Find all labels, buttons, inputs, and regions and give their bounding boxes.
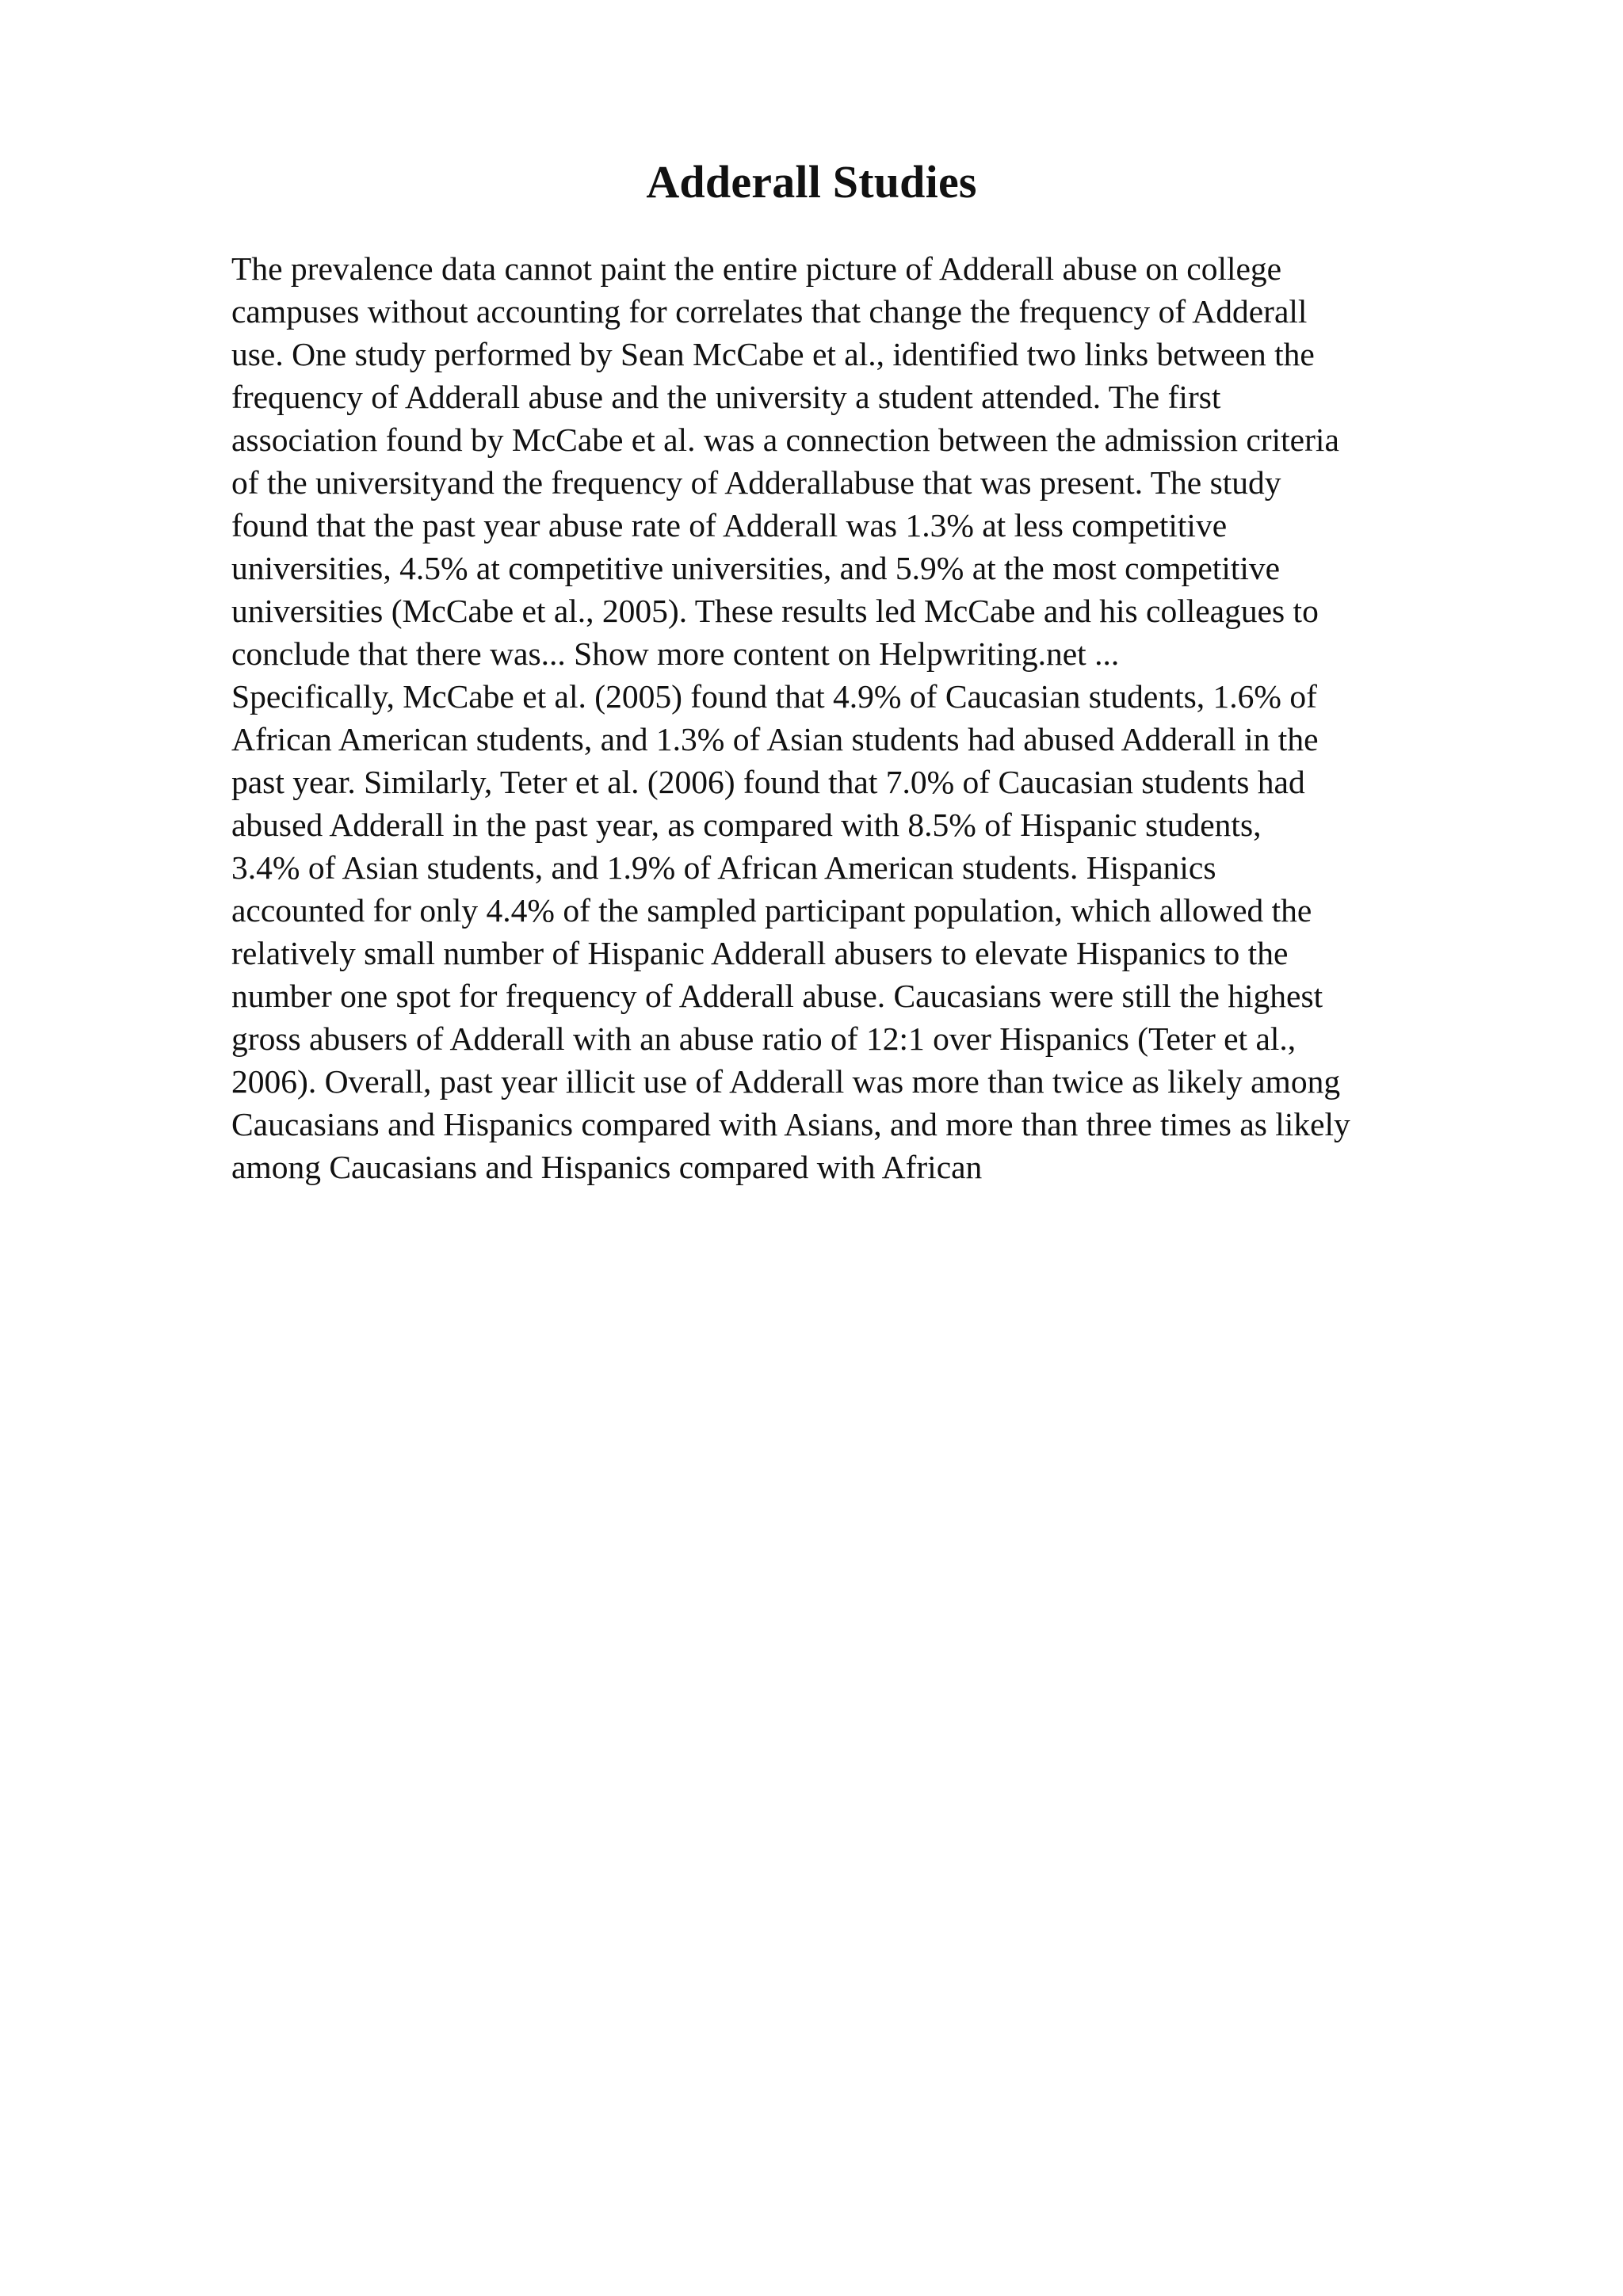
text-line: found that the past year abuse rate of Adderall was 1.3% at less competitive [231, 507, 1228, 543]
text-line: 3.4% of Asian students, and 1.9% of African American students. Hispanics [231, 849, 1216, 886]
text-line: number one spot for frequency of Adderall abuse. Caucasians were still the highest [231, 978, 1323, 1014]
text-line: frequency of Adderall abuse and the university a student attended. The first [231, 379, 1221, 415]
text-line: African American students, and 1.3% of Asian students had abused Adderall in the [231, 721, 1319, 757]
text-line: gross abusers of Adderall with an abuse ratio of 12:1 over Hispanics (Teter et al., [231, 1020, 1296, 1057]
text-line: use. One study performed by Sean McCabe et al., identified two links between the [231, 336, 1315, 372]
text-line: among Caucasians and Hispanics compared with African [231, 1149, 983, 1185]
text-line: accounted for only 4.4% of the sampled participant population, which allowed the [231, 892, 1312, 929]
text-line: Specifically, McCabe et al. (2005) found that 4.9% of Caucasian students, 1.6% of [231, 678, 1317, 715]
document-body [231, 247, 1515, 1188]
text-line: conclude that there was... Show more content on Helpwriting.net ... [231, 635, 1120, 672]
text-line: association found by McCabe et al. was a connection between the admission criteria [231, 421, 1339, 458]
document-title: Adderall Studies [646, 156, 977, 208]
text-line: relatively small number of Hispanic Adderall abusers to elevate Hispanics to the [231, 935, 1289, 971]
text-line: universities, 4.5% at competitive universities, and 5.9% at the most competitive [231, 550, 1281, 586]
text-line: 2006). Overall, past year illicit use of Adderall was more than twice as likely among [231, 1063, 1341, 1100]
text-line: campuses without accounting for correlates that change the frequency of Adderall [231, 293, 1308, 330]
text-line: past year. Similarly, Teter et al. (2006) found that 7.0% of Caucasian students had [231, 764, 1305, 800]
text-line: abused Adderall in the past year, as compared with 8.5% of Hispanic students, [231, 807, 1262, 843]
text-line: The prevalence data cannot paint the entire picture of Adderall abuse on college [231, 250, 1282, 287]
text-line: Caucasians and Hispanics compared with Asians, and more than three times as likely [231, 1106, 1350, 1142]
text-line: universities (McCabe et al., 2005). These results led McCabe and his colleagues to [231, 593, 1319, 629]
text-line: of the universityand the frequency of Adderallabuse that was present. The study [231, 464, 1281, 501]
